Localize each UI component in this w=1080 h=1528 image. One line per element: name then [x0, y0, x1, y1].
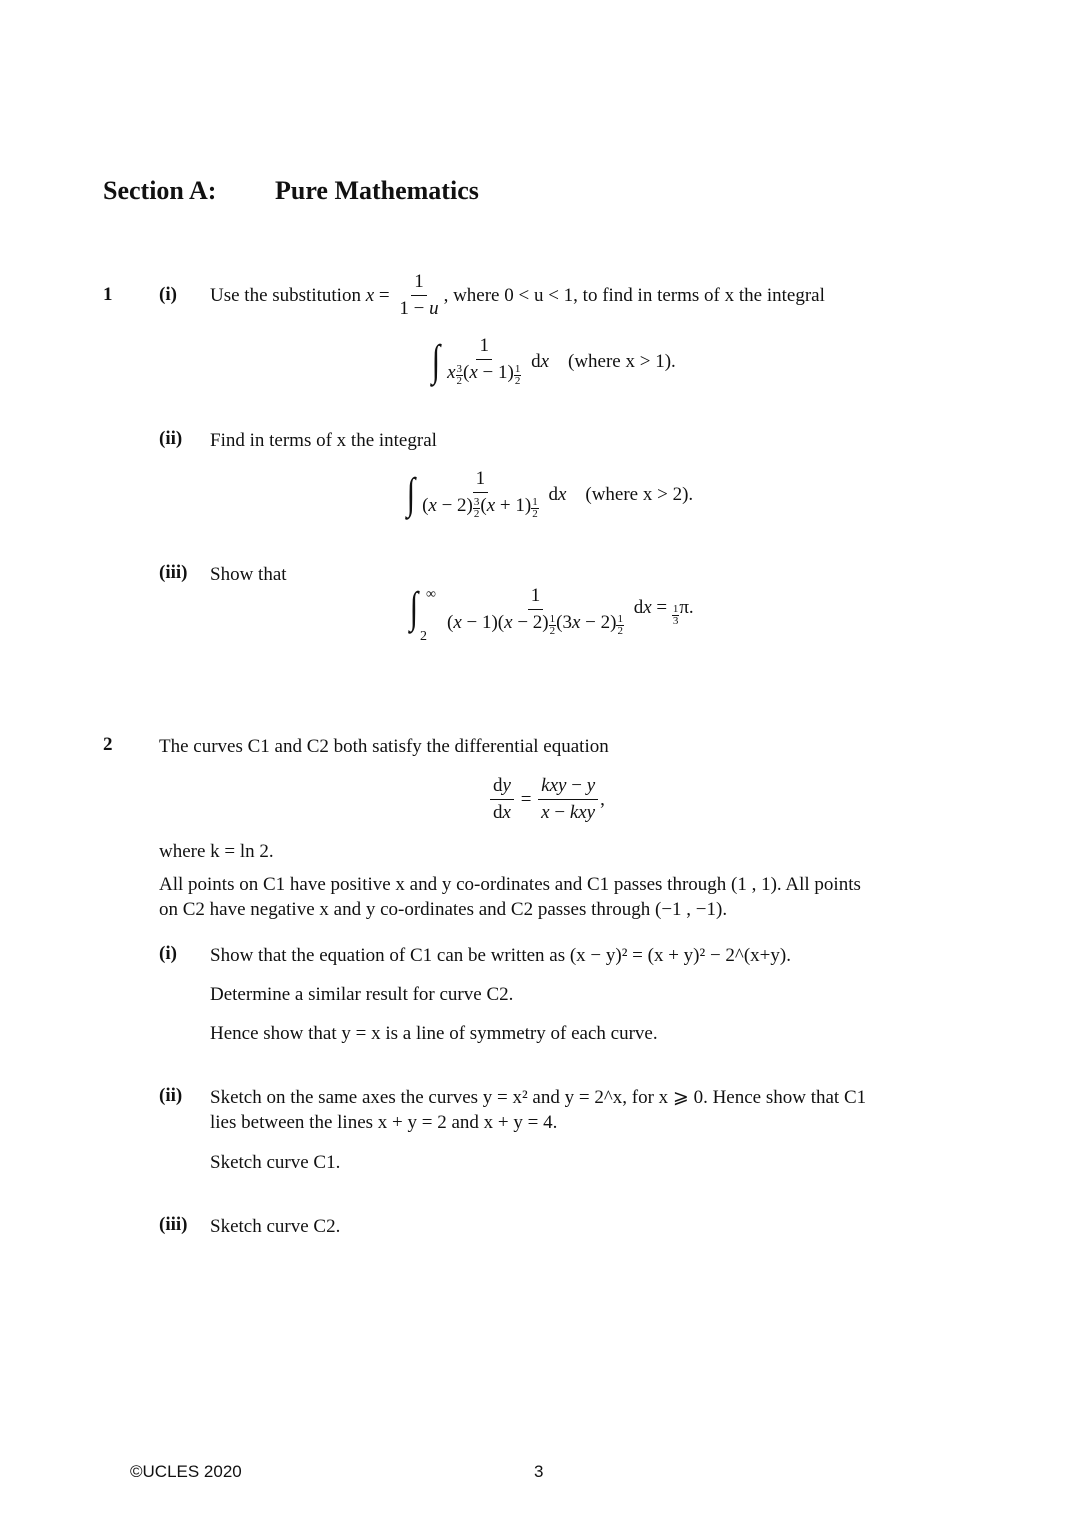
question-number-2: 2: [103, 734, 113, 755]
q2-para1-line2: on C2 have negative x and y co-ordinates and C2 passes through (−1 , −1).: [159, 899, 728, 920]
section-label: Section A:: [103, 176, 217, 205]
q1-part-iii-text: Show that: [210, 564, 287, 585]
section-title: Pure Mathematics: [275, 176, 479, 205]
q1-ii-integral: ∫ 1 (x − 2) $\frac{3}{2}$ (x + 1) $\frac{1}{2}$ dx (where x > 2).: [406, 468, 694, 520]
substitution-fraction: $\frac{1}{1 - u}$: [399, 270, 439, 319]
q2-ii-line3: Sketch curve C1.: [210, 1152, 341, 1173]
q2-intro: The curves C1 and C2 both satisfy the differential equation: [159, 736, 609, 757]
page-number: 3: [534, 1462, 544, 1481]
q2-part-iii-label: (iii): [159, 1214, 188, 1235]
q1-part-i-label: (i): [159, 284, 177, 305]
q2-part-i-label: (i): [159, 943, 177, 964]
q1-i-text-a: Use the substitution: [210, 284, 361, 306]
q1-i-text-b: , where 0 < u < 1, to find in terms of x the integral: [443, 284, 825, 306]
q2-i-line3: Hence show that y = x is a line of symmetry of each curve.: [210, 1023, 658, 1044]
q1-i-integral: ∫ 1 x $\frac{3}{2}$ (x − 1) $\frac{1}{2}$ dx (where x > 1).: [431, 335, 676, 387]
q2-ii-line2: lies between the lines x + y = 2 and x + y = 4.: [210, 1112, 558, 1133]
q1-part-iii-label: (iii): [159, 562, 188, 583]
q1-i-where: (where x > 1).: [568, 350, 676, 372]
q2-part-ii-label: (ii): [159, 1085, 183, 1106]
q1-part-i-text: Use the substitution x = $\frac{1}{1 - u}$ , where 0 < u < 1, to find in terms of x the integral: [210, 270, 825, 319]
q1-part-ii-text: Find in terms of x the integral: [210, 430, 437, 451]
footer-copyright: ©UCLES 2020: [130, 1462, 242, 1481]
q2-differential-equation: $\frac{dy}{dx}$ = $\frac{\text{kxy − y}}{\text{x − kxy}}$ ,: [488, 771, 605, 827]
q2-i-line2: Determine a similar result for curve C2.: [210, 984, 514, 1005]
q2-ii-line1: Sketch on the same axes the curves y = x² and y = 2^x, for x ⩾ 0. Hence show that C1: [210, 1087, 867, 1108]
q2-iii-line1: Sketch curve C2.: [210, 1216, 341, 1237]
q2-i-line1: Show that the equation of C1 can be written as (x − y)² = (x + y)² − 2^(x+y).: [210, 945, 791, 966]
q1-ii-where: (where x > 2).: [585, 483, 694, 505]
q1-part-ii-label: (ii): [159, 428, 183, 449]
question-number-1: 1: [103, 284, 113, 305]
q2-where-k: where k = ln 2.: [159, 841, 274, 862]
q1-iii-integral: ∫ ∞ 2 1 (x − 1)(x − 2) $\frac{1}{2}$ (3x − 2) $\frac{1}{2}$ dx = $\frac{1}{3}$ π.: [409, 583, 694, 644]
q2-para1-line1: All points on C1 have positive x and y co-ordinates and C1 passes through (1 , 1). All points: [159, 874, 861, 895]
